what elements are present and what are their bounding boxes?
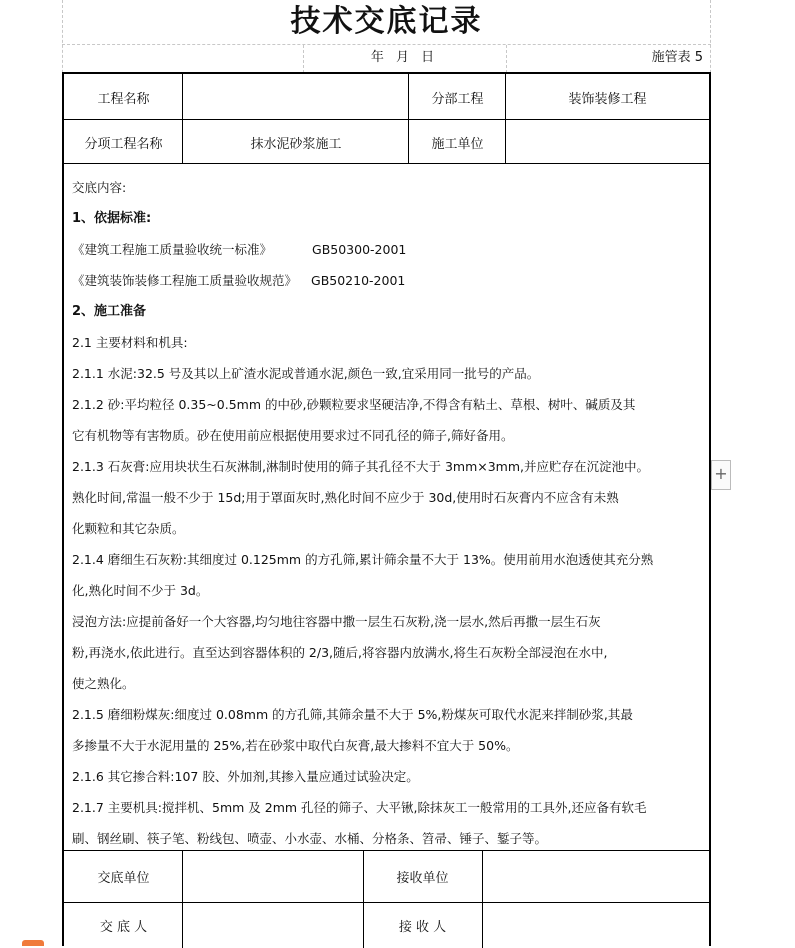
- project-name-value[interactable]: [183, 74, 409, 120]
- receiver-unit-value[interactable]: [482, 851, 709, 902]
- standard-2-name: 《建筑装饰装修工程施工质量验收规范》: [72, 273, 298, 288]
- receiver-person-value[interactable]: [482, 903, 709, 948]
- para-2-1-3b: 熟化时间,常温一般不少于 15d;用于罩面灰时,熟化时间不应少于 30d,使用时石灰膏内不应含有未熟: [72, 490, 619, 505]
- soak-method-b: 粉,再浇水,依此进行。直至达到容器体积的 2/3,随后,将容器内放满水,将生石灰粉全部浸泡在水中,: [72, 645, 608, 660]
- receiver-unit-label: 接收单位: [396, 871, 449, 886]
- project-name-label: 工程名称: [97, 91, 150, 107]
- content-intro: 交底内容:: [72, 180, 127, 195]
- construction-unit-label: 施工单位: [431, 136, 484, 152]
- add-column-button[interactable]: +: [711, 460, 731, 490]
- section-2-title: 2、施工准备: [72, 304, 147, 319]
- standard-1-name: 《建筑工程施工质量验收统一标准》: [72, 242, 273, 257]
- document-title: 技术交底记录: [290, 4, 483, 39]
- division-value[interactable]: 装饰装修工程: [568, 91, 647, 107]
- para-2-1-7a: 2.1.7 主要机具:搅拌机、5mm 及 2mm 孔径的筛子、大平锹,除抹灰工一般常用的工具外,还应备有软毛: [72, 800, 647, 815]
- standard-1-code: GB50300-2001: [312, 242, 407, 257]
- para-2-1-4a: 2.1.4 磨细生石灰粉:其细度过 0.125mm 的方孔筛,累计筛余量不大于 13%。使用前用水泡透使其充分熟: [72, 552, 654, 567]
- para-2-1-5b: 多掺量不大于水泥用量的 25%,若在砂浆中取代白灰膏,最大掺料不宜大于 50%。: [72, 738, 519, 753]
- para-2-1-6: 2.1.6 其它掺合料:107 胶、外加剂,其掺入量应通过试验决定。: [72, 769, 419, 784]
- standard-2: [72, 265, 702, 296]
- para-2-1-5a: 2.1.5 磨细粉煤灰:细度过 0.08mm 的方孔筛,其筛余量不大于 5%,粉煤灰可取代水泥来拌制砂浆,其最: [72, 707, 633, 722]
- issuer-unit-label: 交底单位: [97, 871, 150, 886]
- soak-method-c: 使之熟化。: [72, 676, 135, 691]
- receiver-person-label: 接 收 人: [398, 920, 447, 935]
- para-2-1-3c: 化颗粒和其它杂质。: [72, 521, 185, 536]
- para-2-1-3a: 2.1.3 石灰膏:应用块状生石灰淋制,淋制时使用的筛子其孔径不大于 3mm×3mm,并应贮存在沉淀池中。: [72, 459, 649, 474]
- date-row: [62, 44, 711, 72]
- para-2-1-1: 2.1.1 水泥:32.5 号及其以上矿渣水泥或普通水泥,颜色一致,宜采用同一批号的产品。: [72, 366, 540, 381]
- disclosure-content[interactable]: [72, 172, 702, 854]
- section-1-title: 1、依据标准:: [72, 211, 152, 226]
- corner-tab-icon: [22, 940, 44, 946]
- standard-2-code: GB50210-2001: [311, 273, 406, 288]
- record-table: [62, 72, 711, 946]
- para-2-1-2b: 它有机物等有害物质。砂在使用前应根据使用要求过不同孔径的筛子,筛好备用。: [72, 428, 514, 443]
- issuer-person-label: 交 底 人: [99, 920, 148, 935]
- para-2-1: 2.1 主要材料和机具:: [72, 335, 188, 350]
- standard-1: [72, 234, 702, 265]
- issuer-unit-value[interactable]: [183, 851, 363, 902]
- date-label: 年 月 日: [370, 50, 439, 65]
- para-2-1-2a: 2.1.2 砂:平均粒径 0.35~0.5mm 的中砂,砂颗粒要求坚硬洁净,不得含有粘土、草根、树叶、碱质及其: [72, 397, 636, 412]
- para-2-1-7b: 刷、钢丝刷、筷子笔、粉线包、喷壶、小水壶、水桶、分格条、笤帚、锤子、錾子等。: [72, 831, 548, 846]
- division-label: 分部工程: [431, 91, 484, 107]
- issuer-person-value[interactable]: [183, 903, 363, 948]
- construction-unit-value[interactable]: [506, 120, 709, 164]
- para-2-1-4b: 化,熟化时间不少于 3d。: [72, 583, 209, 598]
- subitem-value[interactable]: 抹水泥砂浆施工: [250, 136, 342, 152]
- subitem-label: 分项工程名称: [84, 136, 163, 152]
- form-number: 施管表 5: [651, 50, 703, 65]
- soak-method-a: 浸泡方法:应提前备好一个大容器,均匀地往容器中撒一层生石灰粉,浇一层水,然后再撒一层生石灰: [72, 614, 601, 629]
